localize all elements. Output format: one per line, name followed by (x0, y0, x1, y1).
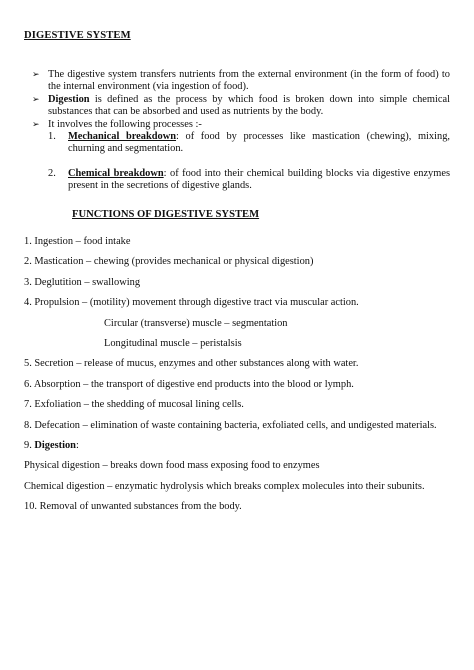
function-item: 5. Secretion – release of mucus, enzymes and other substances along with water. (24, 358, 359, 370)
spacer (48, 156, 450, 168)
sublist-term: Mechanical breakdown (68, 131, 177, 143)
bullet-item (24, 69, 450, 94)
function-item: 8. Defecation – elimination of waste containing bacteria, exfoliated cells, and undigested materials. (24, 419, 437, 431)
function-subitem: Longitudinal muscle – peristalsis (104, 338, 242, 350)
page-title: DIGESTIVE SYSTEM (24, 30, 131, 41)
function-item: 10. Removal of unwanted substances from the body. (24, 501, 242, 513)
bullet-text: It involves the following processes :- (48, 118, 202, 130)
arrow-bullet-icon: ➢ (32, 70, 40, 80)
function-subitem: Circular (transverse) muscle – segmentation (104, 317, 288, 329)
sublist-text: : of food by processes like mastication (chewing), mixing, churning and segmentation. (68, 131, 450, 155)
arrow-bullet-icon: ➢ (32, 94, 40, 105)
sublist-term: Chemical breakdown (68, 167, 164, 179)
sublist-item (48, 131, 450, 156)
function-item: 1. Ingestion – food intake (24, 236, 131, 247)
bullet-text: The digestive system transfers nutrients from the external environment (in the form of food) to the internal environment (via ingestion of food). (48, 69, 450, 93)
functions-list (24, 236, 450, 522)
bullet-bold-term: Digestion (48, 93, 90, 105)
function-item (24, 440, 450, 452)
function-item: 6. Absorption – the transport of digestive end products into the blood or lymph. (24, 378, 354, 390)
intro-bullet-list (24, 69, 450, 193)
sublist-text: : of food into their chemical building blocks via digestive enzymes present in the secretions of digestive glands. (68, 167, 450, 192)
functions-heading: FUNCTIONS OF DIGESTIVE SYSTEM (72, 209, 260, 220)
bullet-text: is defined as the process by which food is broken down into simple chemical substances that can be absorbed and used as nutrients by the body. (48, 93, 450, 118)
function-bold-term: Digestion (34, 440, 76, 452)
function-item: 3. Deglutition – swallowing (24, 276, 141, 288)
function-item: Physical digestion – breaks down food mass exposing food to enzymes (24, 460, 320, 472)
sublist-item (48, 168, 450, 193)
sublist-number: 2. (48, 167, 56, 179)
function-item: 4. Propulsion – (motility) movement through digestive tract via muscular action. (24, 297, 359, 309)
function-item: 7. Exfoliation – the shedding of mucosal lining cells. (24, 399, 244, 411)
bullet-item (24, 94, 450, 119)
function-item: 2. Mastication – chewing (provides mechanical or physical digestion) (24, 256, 314, 268)
function-item: Chemical digestion – enzymatic hydrolysis which breaks complex molecules into their subunits. (24, 480, 425, 492)
function-number: 9. (24, 440, 35, 452)
process-sublist (48, 131, 450, 193)
bullet-item (24, 119, 450, 131)
sublist-number: 1. (48, 131, 56, 143)
function-colon: : (75, 440, 79, 452)
arrow-bullet-icon: ➢ (32, 119, 40, 130)
